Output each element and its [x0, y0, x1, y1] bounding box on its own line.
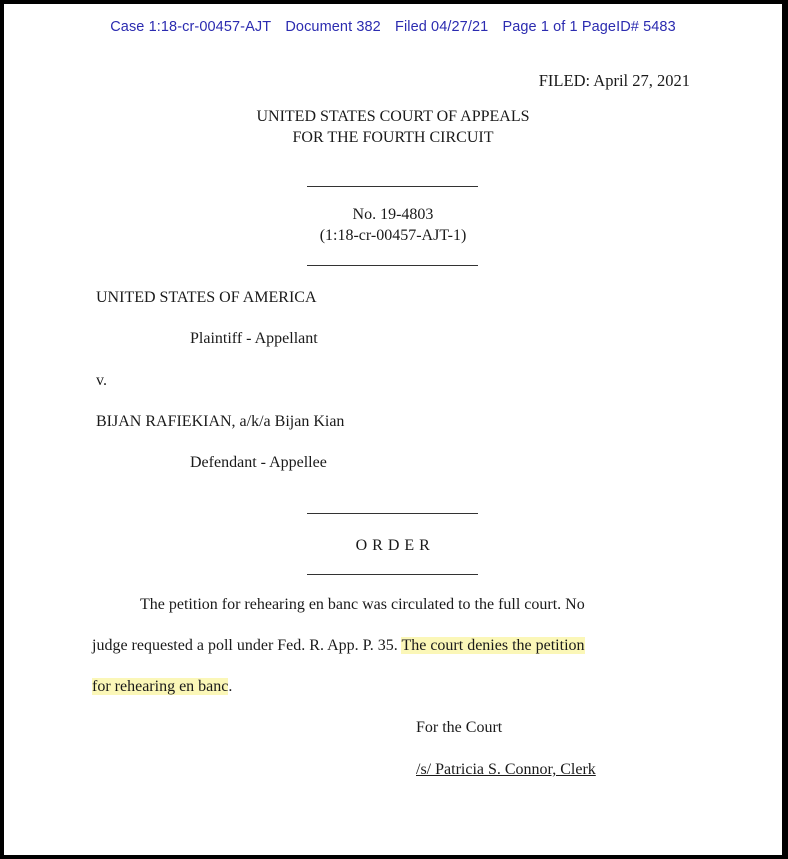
plaintiff-role: Plaintiff - Appellant	[190, 330, 318, 347]
order-body-line3	[92, 678, 232, 696]
document-page	[4, 4, 782, 855]
divider-line	[307, 186, 478, 187]
order-body-line2	[92, 637, 585, 655]
divider-line	[307, 265, 478, 266]
clerk-signature: /s/ Patricia S. Connor, Clerk	[416, 761, 596, 778]
court-name-line2: FOR THE FOURTH CIRCUIT	[292, 129, 494, 146]
filed-stamp: FILED: April 27, 2021	[538, 71, 690, 90]
header-document-number: Document 382	[285, 19, 381, 35]
appeal-number: No. 19-4803	[352, 206, 434, 223]
defendant-name: BIJAN RAFIEKIAN, a/k/a Bijan Kian	[96, 413, 345, 430]
order-body-line1: The petition for rehearing en banc was circulated to the full court. No	[140, 596, 585, 613]
divider-line	[307, 574, 478, 575]
order-title: O R D E R	[355, 537, 431, 554]
plaintiff-name: UNITED STATES OF AMERICA	[96, 289, 317, 306]
court-name-line1: UNITED STATES COURT OF APPEALS	[256, 108, 530, 125]
divider-line	[307, 513, 478, 514]
highlighted-text: The court denies the petition	[401, 637, 585, 654]
filing-header	[4, 19, 782, 35]
versus: v.	[96, 372, 107, 389]
highlighted-text: for rehearing en banc	[92, 678, 229, 695]
header-filed-date: Filed 04/27/21	[394, 19, 489, 35]
header-case-number: Case 1:18-cr-00457-AJT	[110, 19, 272, 35]
order-body-text: judge requested a poll under Fed. R. App. P. 35.	[92, 637, 402, 654]
order-body-text: .	[228, 678, 233, 695]
defendant-role: Defendant - Appellee	[190, 454, 327, 471]
district-case-number: (1:18-cr-00457-AJT-1)	[319, 227, 467, 244]
header-page-info: Page 1 of 1 PageID# 5483	[502, 19, 676, 35]
for-the-court: For the Court	[416, 719, 503, 736]
